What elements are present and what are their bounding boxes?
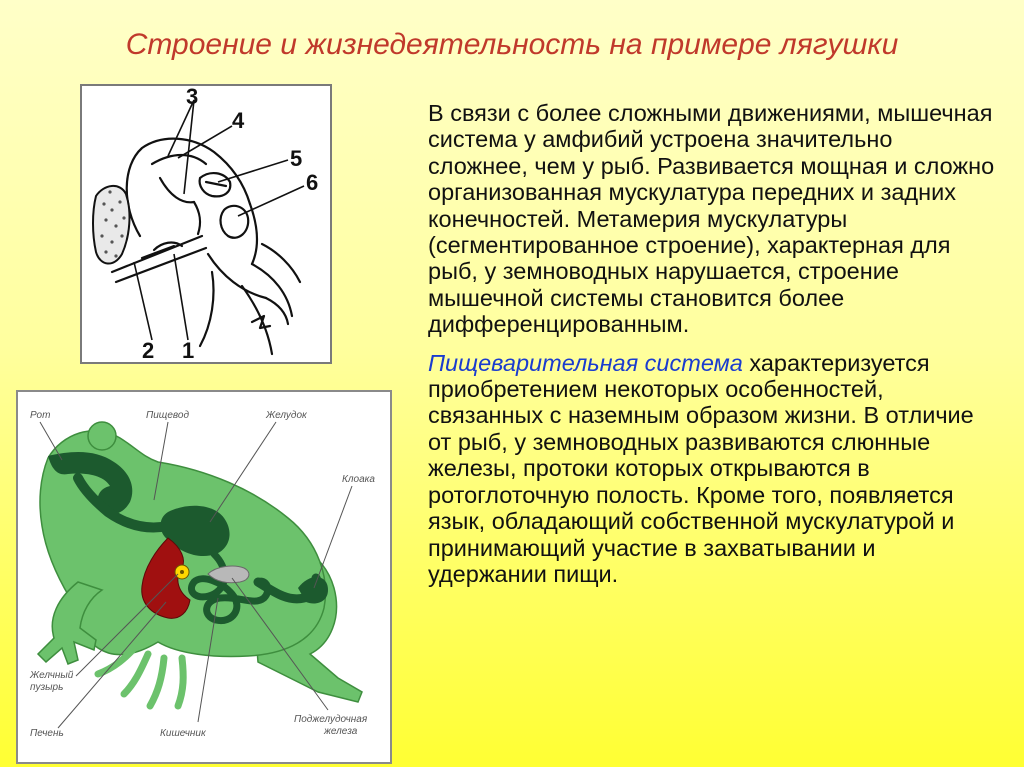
paragraph-muscular-system: В связи с более сложными движениями, мышечная система у амфибий устроена значительно сложнее, чем у рыб. Развивается мощная и сложно организованная мускулатура передних и задних конечностей. Метамерия мускулатуры (сегментированное строение), характерная для рыб, у земноводных нарушается, строение мышечной системы становится более дифференцированным. xyxy=(428,100,995,338)
label-intestine: Кишечник xyxy=(160,728,206,739)
callout-4: 4 xyxy=(232,108,245,133)
callout-6: 6 xyxy=(306,170,319,195)
label-gallbladder-line1: Желчный xyxy=(30,670,74,681)
frog-muscle-figure xyxy=(80,84,332,364)
callout-1: 1 xyxy=(182,338,195,362)
body-text xyxy=(428,100,998,587)
digestive-system-text: характеризуется приобретением некоторых особенностей, связанных с наземным образом жизни. В отличие от рыб, у земноводных развиваются слюнные железы, протоки которых открываются в ротоглоточную полость. Кроме того, появляется язык, обладающий собственной мускулатурой и принимающий участие в захватывании и удержании пищи. xyxy=(428,349,974,587)
label-pancreas-line1: Поджелудочная xyxy=(294,714,368,725)
callout-5: 5 xyxy=(290,146,303,171)
label-stomach: Желудок xyxy=(266,410,307,421)
callout-2: 2 xyxy=(142,338,155,362)
label-pancreas-line2: железа xyxy=(324,726,358,737)
paragraph-digestive-system xyxy=(428,350,998,588)
frog-digestive-figure xyxy=(16,390,392,764)
frog-digestive-drawing xyxy=(18,392,390,762)
callout-3: 3 xyxy=(186,86,199,109)
label-gallbladder-line2: пузырь xyxy=(30,682,64,693)
digestive-system-heading: Пищеварительная система xyxy=(428,349,743,376)
slide-title: Строение и жизнедеятельность на примере лягушки xyxy=(125,28,899,61)
label-mouth: Рот xyxy=(30,410,51,421)
label-cloaca: Клоака xyxy=(342,474,375,485)
label-liver: Печень xyxy=(30,728,64,739)
label-esophagus: Пищевод xyxy=(146,410,189,421)
frog-muscle-drawing xyxy=(82,86,330,362)
